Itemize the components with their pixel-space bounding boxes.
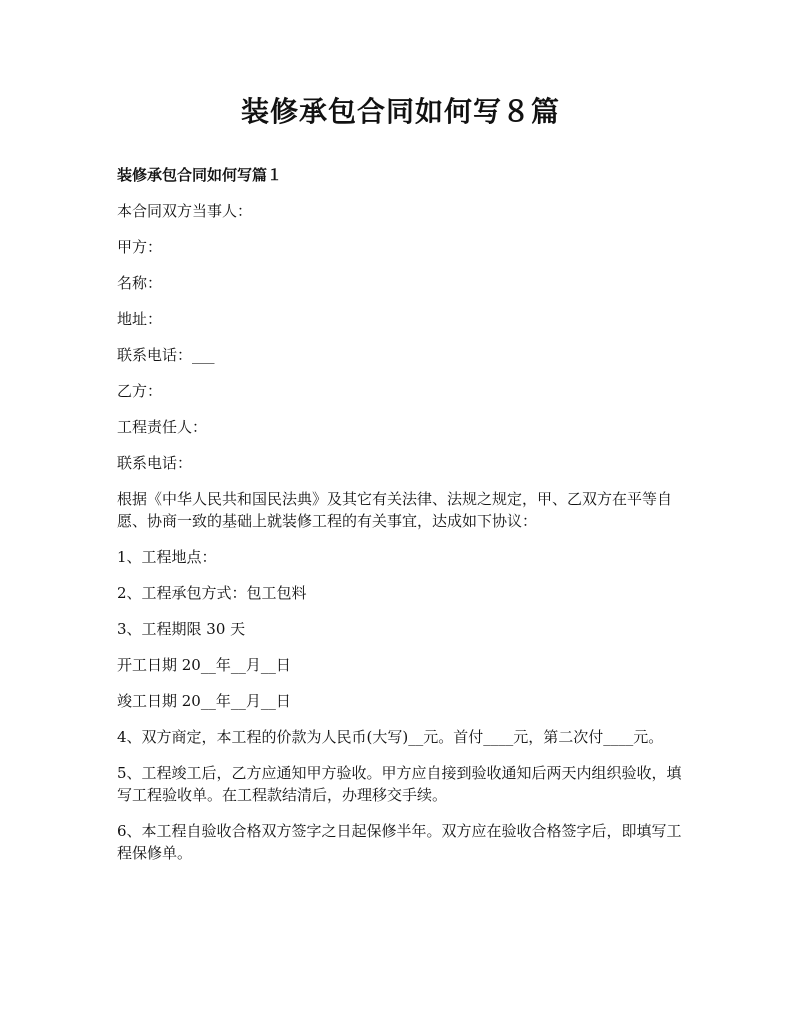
paragraph-phone-b: 联系电话： (117, 454, 193, 472)
paragraph-phone-a: 联系电话：___ (117, 346, 215, 364)
paragraph-party-a: 甲方： (117, 238, 163, 256)
paragraph-parties-intro: 本合同双方当事人： (117, 202, 253, 220)
paragraph-clause-2: 2、工程承包方式：包工包料 (117, 584, 307, 602)
paragraph-name: 名称： (117, 274, 163, 292)
paragraph-project-lead: 工程责任人： (117, 418, 208, 436)
paragraph-address: 地址： (117, 310, 163, 328)
paragraph-end-date: 竣工日期 20__年__月__日 (117, 692, 291, 710)
paragraph-clause-3: 3、工程期限 30 天 (117, 620, 246, 638)
paragraph-start-date: 开工日期 20__年__月__日 (117, 656, 291, 674)
paragraph-clause-6: 6、本工程自验收合格双方签字之日起保修半年。双方应在验收合格签字后，即填写工程保修单。 (117, 822, 682, 862)
paragraph-party-b: 乙方： (117, 382, 163, 400)
document-title: 装修承包合同如何写８篇 (240, 95, 560, 128)
section-heading: 装修承包合同如何写篇１ (117, 166, 283, 184)
paragraph-clause-4: 4、双方商定，本工程的价款为人民币(大写)__元。首付____元，第二次付____元。 (117, 728, 664, 746)
paragraph-legal-basis: 根据《中华人民共和国民法典》及其它有关法律、法规之规定，甲、乙双方在平等自愿、协商一致的基础上就装修工程的有关事宜，达成如下协议： (117, 490, 673, 530)
paragraph-clause-5: 5、工程竣工后，乙方应通知甲方验收。甲方应自接到验收通知后两天内组织验收，填写工程验收单。在工程款结清后，办理移交手续。 (117, 764, 682, 804)
paragraph-clause-1: 1、工程地点： (117, 548, 217, 566)
